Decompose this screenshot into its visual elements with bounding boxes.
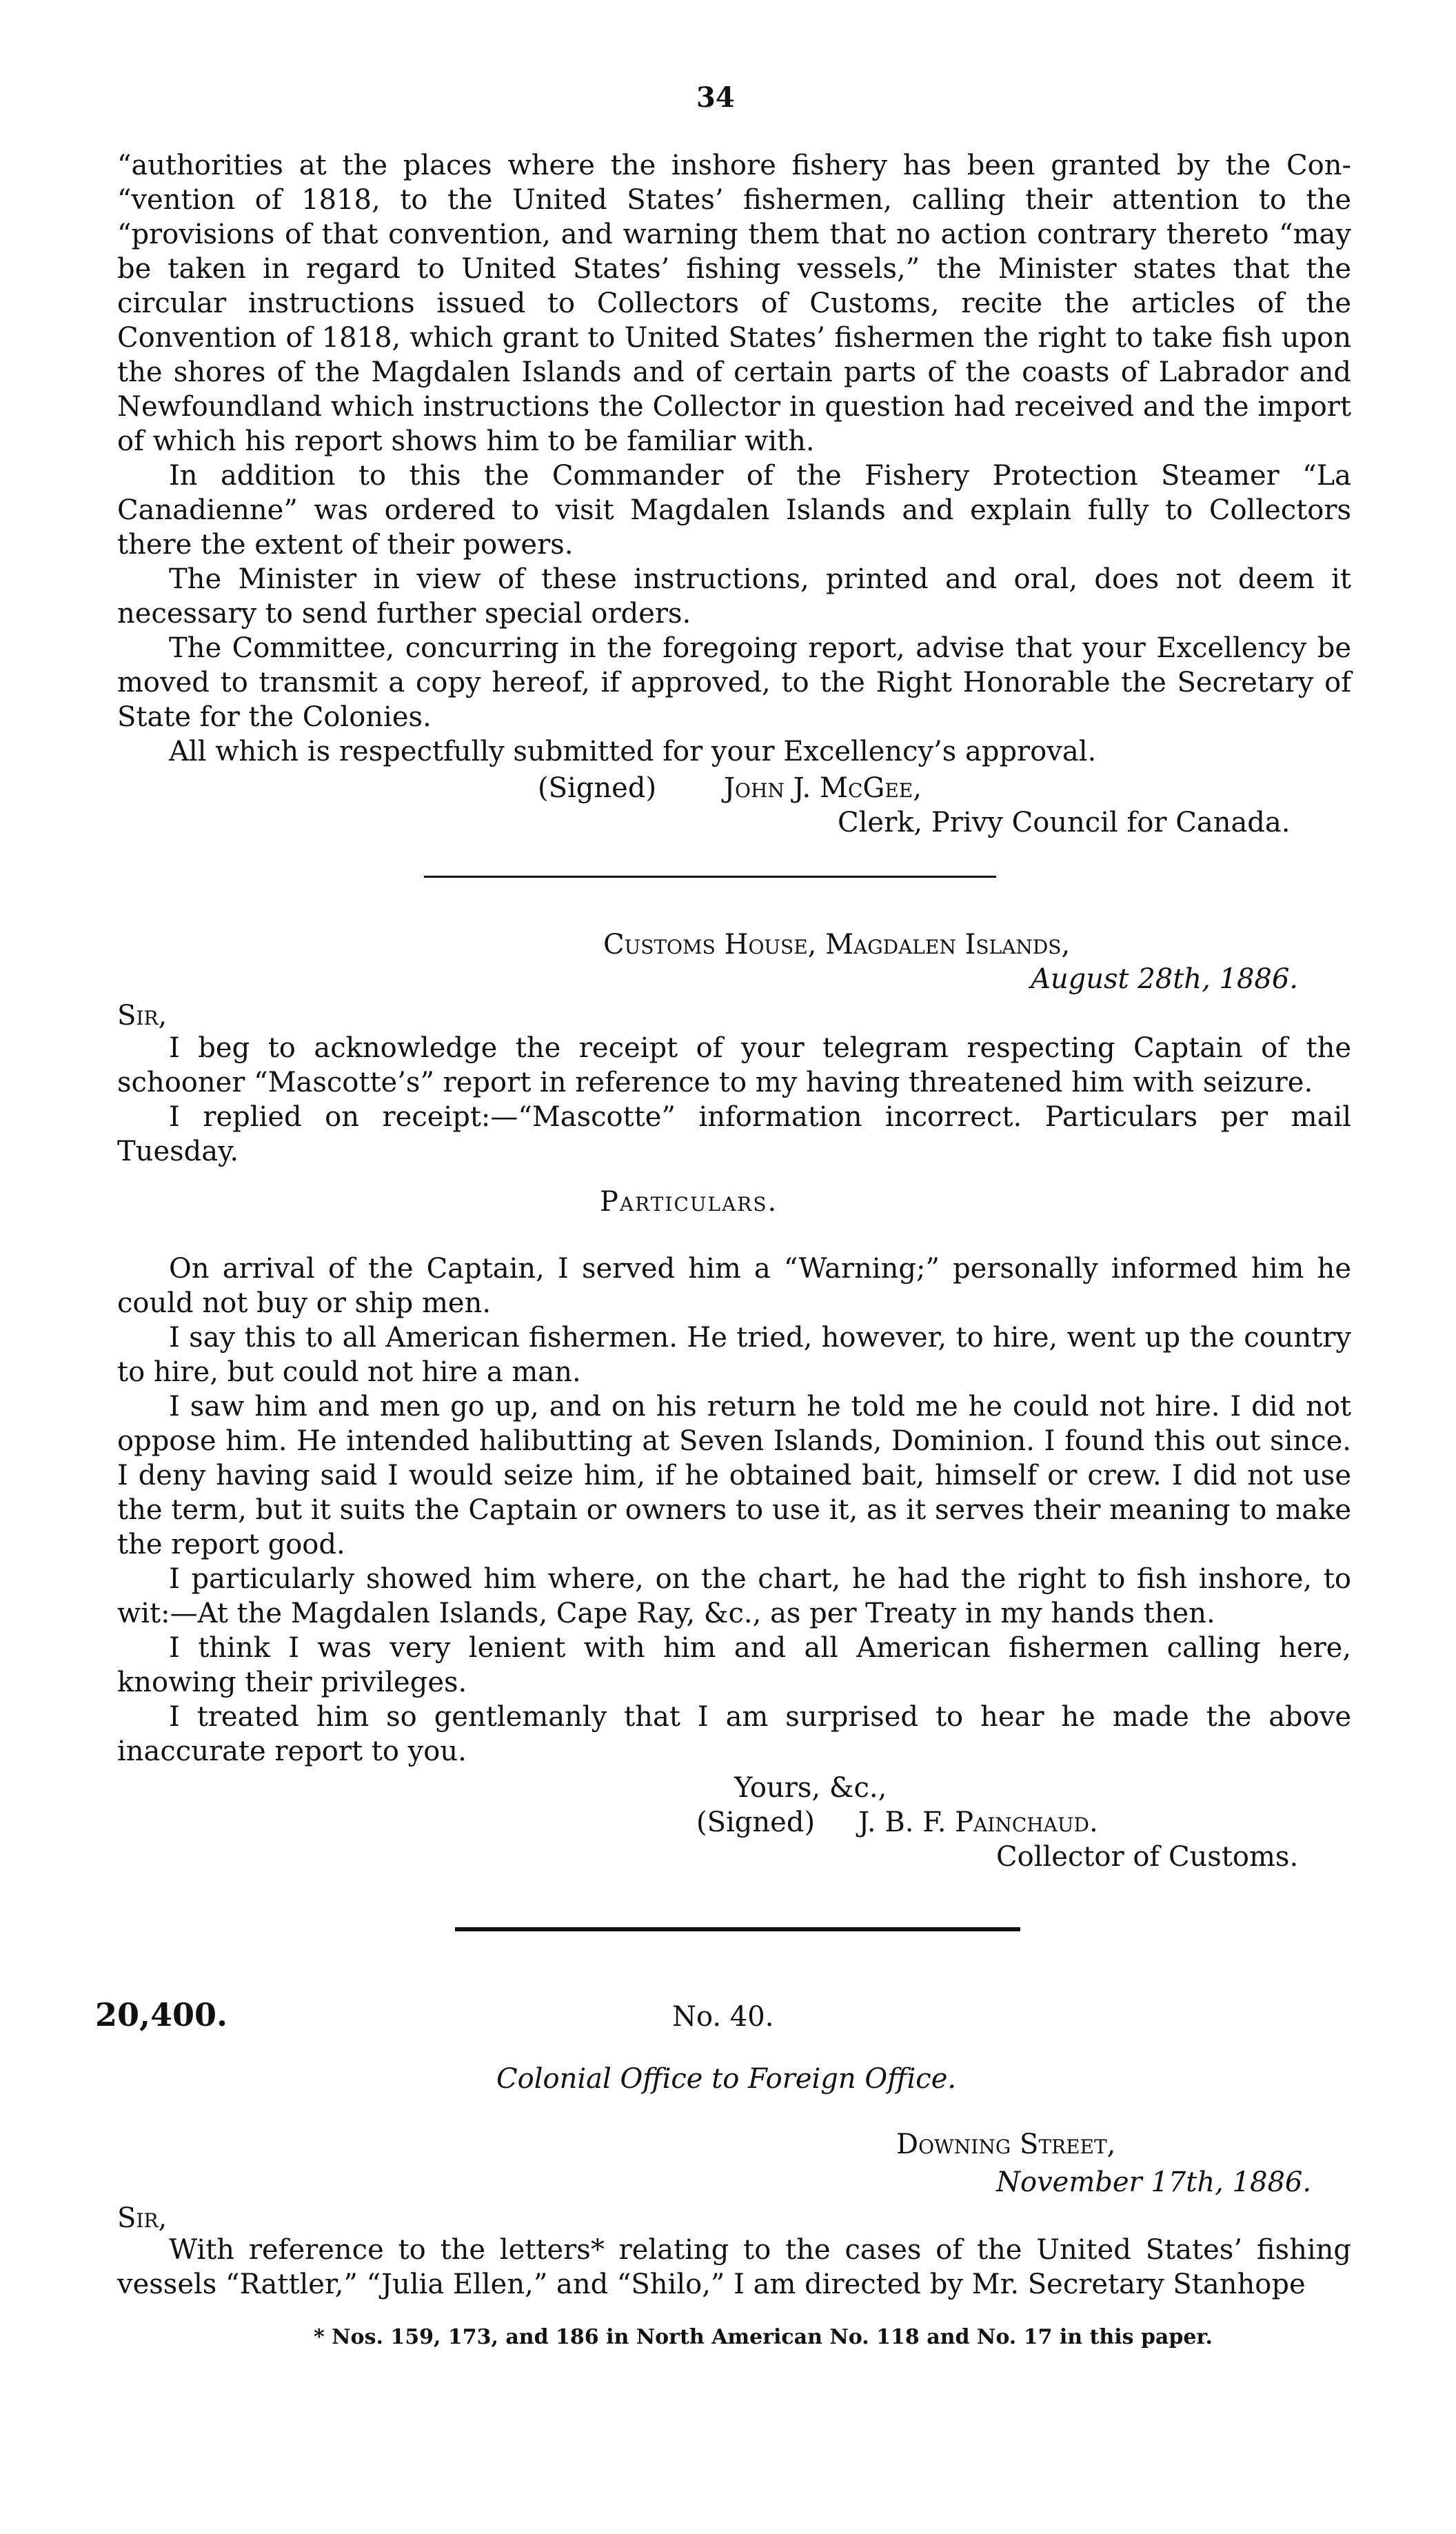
letter-1-salutation: Sir,: [117, 1000, 168, 1032]
page-number: 34: [696, 81, 735, 114]
particulars-paragraph-4: I particularly showed him where, on the chart, he had the right to fish inshore, to wit:—At the Magdalen Islands, Cape Ray, &c., as per Treaty in my hands then.: [117, 1563, 1351, 1629]
letter-1-paragraph-1: I beg to acknowledge the receipt of your telegram respecting Captain of the schooner “Mascotte’s” report in reference to my having threatened him with seizure.: [117, 1032, 1351, 1098]
divider-rule-2: [455, 1927, 1020, 1931]
paragraph-minister: The Minister in view of these instructions, printed and oral, does not deem it necessary to send further special orders.: [117, 563, 1351, 630]
intro-paragraph: “authorities at the places where the inshore fishery has been granted by the Con- “vention of 1818, to the United States’ fishermen, calling their attention to the “provisions of that convention, and warning them that no action contrary thereto “may be taken in regard to United States’ fishing vessels,” the Minister states that the circular instructions issued to Collectors of Customs, recite the articles of the Convention of 1818, which grant to United States’ fishermen the right to take fish upon the shores of the Magdalen Islands and of certain parts of the coasts of Labrador and Newfoundland which instructions the Collector in question had received and the import of which his report shows him to be familiar with.: [117, 150, 1351, 457]
letter-1-closing: Yours, &c.,: [734, 1772, 887, 1804]
particulars-heading: Particulars.: [600, 1186, 778, 1218]
document-number: No. 40.: [672, 2001, 774, 2033]
paragraph-la-canadienne: In addition to this the Commander of the Fishery Protection Steamer “La Canadienne” was ordered to visit Magdalen Islands and explain fully to Collectors there the extent of their powers.: [117, 460, 1351, 561]
paragraph-committee: The Committee, concurring in the foregoing report, advise that your Excellency be moved to transmit a copy hereof, if approved, to the Right Honorable the Secretary of State for the Colonies.: [117, 632, 1351, 733]
footnote: * Nos. 159, 173, and 186 in North American No. 118 and No. 17 in this paper.: [314, 2325, 1213, 2349]
letter-1-address: Customs House, Magdalen Islands,: [603, 929, 1071, 961]
signatory-name-2: J. B. F. Painchaud.: [858, 1807, 1098, 1838]
paragraph-submitted: All which is respectfully submitted for your Excellency’s approval.: [169, 736, 1097, 767]
particulars-paragraph-5: I think I was very lenient with him and all American fishermen calling here, knowing their privileges.: [117, 1632, 1351, 1698]
document-2-address: Downing Street,: [896, 2129, 1116, 2160]
particulars-paragraph-3: I saw him and men go up, and on his return he told me he could not hire. I did not oppose him. He intended halibutting at Seven Islands, Dominion. I found this out since. I deny having said I would seize him, if he obtained bait, himself or crew. I did not use the term, but it suits the Captain or owners to use it, as it serves their meaning to make the report good.: [117, 1391, 1351, 1560]
letter-1-paragraph-2: I replied on receipt:—“Mascotte” information incorrect. Particulars per mail Tuesday.: [117, 1101, 1351, 1167]
signatory-name-1: John J. McGee,: [724, 772, 922, 804]
signatory-title-2: Collector of Customs.: [996, 1841, 1299, 1873]
signed-label-1: (Signed): [538, 772, 657, 804]
document-2-salutation: Sir,: [117, 2202, 168, 2234]
document-reference-number: 20,400.: [95, 1996, 228, 2033]
divider-rule-1: [424, 876, 996, 878]
particulars-paragraph-1: On arrival of the Captain, I served him a “Warning;” personally informed him he could not buy or ship men.: [117, 1253, 1351, 1319]
document-2-paragraph: With reference to the letters* relating to the cases of the United States’ fishing vessels “Rattler,” “Julia Ellen,” and “Shilo,” I am directed by Mr. Secretary Stanhope: [117, 2234, 1351, 2300]
signatory-title-1: Clerk, Privy Council for Canada.: [838, 807, 1291, 838]
document-2-date: November 17th, 1886.: [996, 2166, 1312, 2198]
document-heading: Colonial Office to Foreign Office.: [496, 2063, 957, 2095]
particulars-paragraph-6: I treated him so gentlemanly that I am surprised to hear he made the above inaccurate report to you.: [117, 1701, 1351, 1767]
signed-label-2: (Signed): [696, 1807, 816, 1838]
particulars-paragraph-2: I say this to all American fishermen. He tried, however, to hire, went up the country to hire, but could not hire a man.: [117, 1322, 1351, 1388]
letter-1-date: August 28th, 1886.: [1031, 963, 1299, 995]
